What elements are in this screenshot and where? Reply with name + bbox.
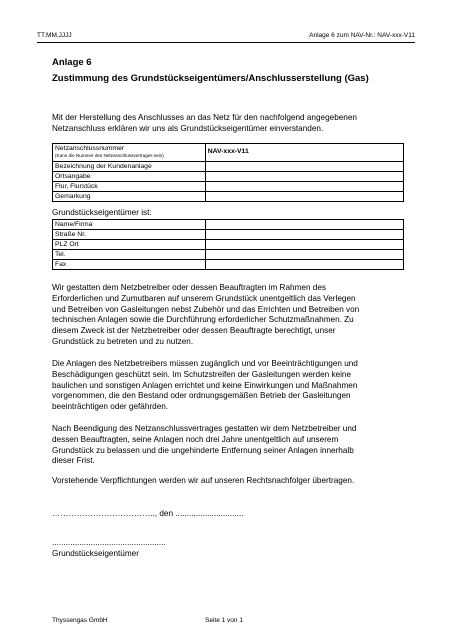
footer-page-number: Seite 1 von 1 (205, 617, 243, 624)
document-annex-title: Anlage 6 (52, 57, 92, 68)
document-title: Zustimmung des Grundstückseigentümers/Anschlusserstellung (Gas) (52, 73, 369, 84)
table-row (53, 162, 404, 172)
protection-paragraph (52, 359, 404, 413)
table-cell-label (53, 144, 206, 162)
paragraph-line: diesem Zweck ist der Netzbetreiber oder dessen Beauftragte berechtigt, unser (52, 326, 336, 336)
permission-paragraph (52, 283, 404, 348)
paragraph-line: baulichen und sonstigen Anlagen errichtet und keine Einwirkungen und Maßnahmen (52, 380, 358, 390)
owner-fax-label: Fax (53, 260, 206, 270)
facility-name-label: Bezeichnung der Kundenanlage (53, 162, 206, 172)
paragraph-line: Die Anlagen des Netzbetreibers müssen zugänglich und vor Beeinträchtigungen und (52, 359, 358, 368)
parcel-field[interactable] (205, 182, 403, 192)
header-reference: Anlage 6 zum NAV-Nr.: NAV-xxx-V11 (309, 32, 415, 39)
district-label: Gemarkung (53, 192, 206, 202)
footer-company: Thyssengas GmbH (52, 617, 108, 624)
signature-label: Grundstückseigentümer (52, 549, 139, 558)
table-row (53, 192, 404, 202)
paragraph-line: dessen Beauftragten, seine Anlagen noch drei Jahre unentgeltlich auf unserem (52, 434, 339, 444)
owner-phone-label: Tel. (53, 250, 206, 260)
table-row (53, 230, 404, 240)
owner-name-field[interactable] (205, 220, 403, 230)
successor-paragraph: Vorstehende Verpflichtungen werden wir auf unseren Rechtsnachfolger übertragen. (52, 476, 355, 485)
table-row (53, 220, 404, 230)
owner-fax-field[interactable] (205, 260, 403, 270)
paragraph-line: Beschädigungen geschützt sein. Im Schutzstreifen der Gasleitungen werden keine (52, 369, 352, 379)
paragraph-line: Wir gestatten dem Netzbetreiber oder dessen Beauftragten im Rahmen des (52, 283, 326, 292)
table-row (53, 240, 404, 250)
paragraph-line: Grundstück zu belassen und die ungehinderte Entfernung seiner Anlagen innerhalb (52, 445, 354, 455)
connection-number-label: Netzanschlussnummer (55, 145, 125, 152)
paragraph-line: vorgenommen, die den Bestand oder ordnungsgemäßen Betrieb der Gasleitungen (52, 391, 351, 401)
intro-line: Netzanschluss erklären wir uns als Grundstückseigentümer einverstanden. (52, 123, 324, 133)
facility-name-field[interactable] (205, 162, 403, 172)
table-row (53, 172, 404, 182)
paragraph-line: und Betreiben von Gasleitungen nebst Zubehör und das Errichten und Betreiben von (52, 304, 360, 314)
parcel-label: Flur, Flurstück (53, 182, 206, 192)
owner-table (52, 219, 404, 270)
location-label: Ortsangabe (53, 172, 206, 182)
owner-section-label: Grundstückseigentümer ist: (52, 208, 152, 217)
connection-number-value: NAV-xxx-V11 (207, 148, 249, 155)
paragraph-line: Grundstück zu betreten und zu nutzen. (52, 336, 194, 346)
signature-line[interactable]: .................................................. (52, 538, 166, 547)
paragraph-line: beeinträchtigen oder gefährden. (52, 402, 169, 412)
place-date-field[interactable]: ……………………………….., den .............................. (52, 509, 244, 518)
table-row (53, 250, 404, 260)
header-divider (37, 42, 415, 43)
owner-phone-field[interactable] (205, 250, 403, 260)
owner-name-label: Name/Firma (53, 220, 206, 230)
paragraph-line: Erforderlichen und Zumutbaren auf unserem Grundstück unentgeltlich das Verlegen (52, 293, 356, 303)
intro-line: Mit der Herstellung des Anschlusses an das Netz für den nachfolgend angegebenen (52, 113, 357, 122)
header-date: TT.MM.JJJJ (37, 32, 72, 39)
paragraph-line: technischen Anlagen sowie die Durchführung erforderlicher Schutzmaßnahmen. Zu (52, 315, 354, 325)
connection-number-field[interactable] (205, 144, 403, 162)
table-row (53, 144, 404, 162)
location-field[interactable] (205, 172, 403, 182)
paragraph-line: Nach Beendigung des Netzanschlussvertrages gestatten wir dem Netzbetreiber und (52, 424, 357, 433)
owner-city-label: PLZ Ort (53, 240, 206, 250)
intro-paragraph (52, 113, 404, 135)
paragraph-line: dieser Frist. (52, 456, 95, 466)
district-field[interactable] (205, 192, 403, 202)
connection-table (52, 143, 404, 202)
owner-city-field[interactable] (205, 240, 403, 250)
owner-street-field[interactable] (205, 230, 403, 240)
termination-paragraph (52, 424, 404, 467)
table-row (53, 260, 404, 270)
table-row (53, 182, 404, 192)
connection-number-hint: (Kann die Nummer des Netzanschlussvertrages sein) (55, 153, 164, 158)
owner-street-label: Straße Nr. (53, 230, 206, 240)
